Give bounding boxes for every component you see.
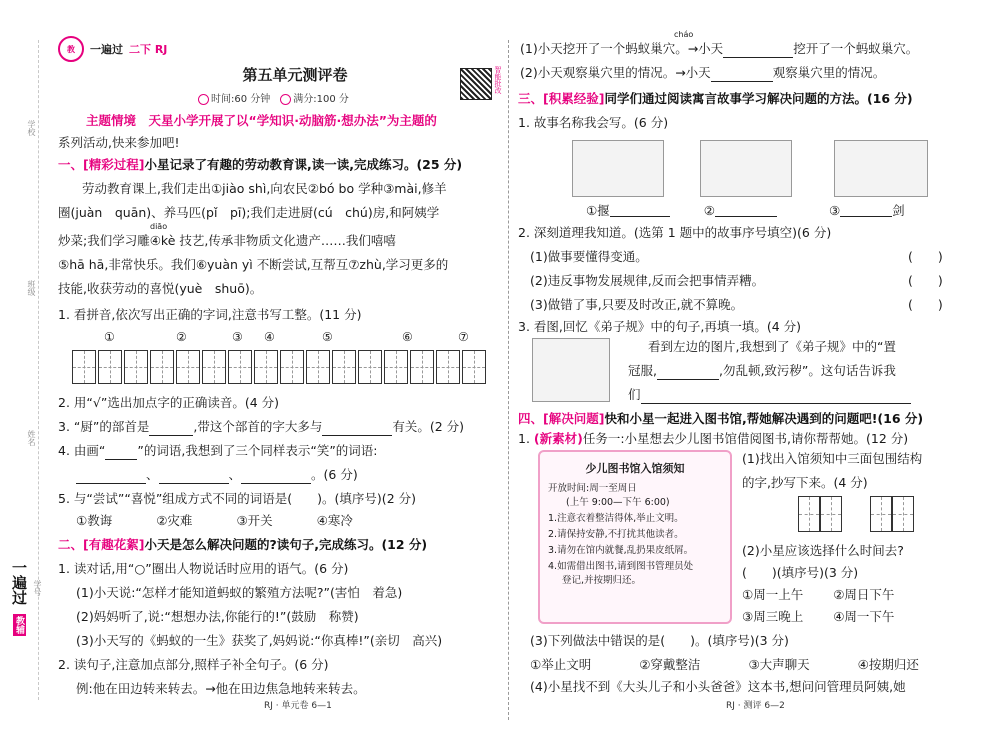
answer-blank[interactable] [657, 365, 719, 380]
option[interactable]: ④寒冷 [316, 513, 353, 528]
left-footer: RJ · 单元卷 6—1 [264, 701, 332, 711]
full-score: 满分:100 分 [280, 90, 349, 105]
logo-badge-icon: 教 [58, 36, 84, 62]
vertical-brand-badge: 教辅 [14, 616, 24, 635]
answer-blank[interactable] [641, 389, 911, 404]
clock-icon [198, 94, 209, 105]
question-3-2-a: (1)做事要懂得变通。 [530, 249, 648, 264]
passage-line-1: 劳动教育课上,我们走出①jiào shì,向农民②bó bo 学种③mài,修羊 [82, 181, 447, 196]
passage-line-4: ⑤hā hā,非常快乐。我们⑥yuàn yì 不断尝试,互帮互⑦zhù,学习更多的 [58, 257, 449, 272]
question-4-1: 1. (新素材)任务一:小星想去少儿图书馆借阅图书,请你帮帮她。(12 分) [518, 431, 909, 446]
story-picture-3 [834, 140, 928, 197]
section-1-heading: 一、[精彩过程]小星记录了有趣的劳动教育课,读一读,完成练习。(25 分) [58, 157, 463, 172]
notice-q4: (4)小星找不到《大头儿子和小头爸爸》这本书,想问问管理员阿姨,她 [530, 679, 906, 694]
question-2-1: 1. 读对话,用“○”圈出人物说话时应用的语气。(6 分) [58, 561, 349, 576]
right-q-1: (1)小天挖开了一个蚂蚁巢穴。→小天 挖开了一个蚂蚁巢穴。 [520, 41, 919, 56]
option[interactable]: ③大声聊天 [748, 657, 810, 672]
question-1-3: 3. “厨”的部首是 ,带这个部首的字大多与 有关。(2 分) [58, 419, 465, 434]
question-1-4: 4. 由画“ ”的词语,我想到了三个同样表示“笑”的词语: [58, 443, 378, 458]
option[interactable]: ①周一上午 [742, 587, 804, 602]
grid-number: ① [104, 330, 115, 344]
story-names: ①揠 ② ③ 剑 [586, 203, 905, 218]
notice-q3: (3)下列做法中错误的是( )。(填序号)(3 分) [530, 633, 789, 648]
writing-grid [72, 330, 490, 388]
writing-cell[interactable] [150, 350, 174, 384]
question-3-3: 3. 看图,回忆《弟子规》中的句子,再填一填。(4 分) [518, 319, 802, 334]
grid-number: ⑤ [322, 330, 333, 344]
notice-q2-options-2 [742, 608, 894, 626]
question-3-3-text-3: 们 [628, 386, 911, 404]
section-3-heading: 三、[积累经验]同学们通过阅读寓言故事学习解决问题的方法。(16 分) [518, 91, 913, 106]
writing-cell[interactable] [436, 350, 460, 384]
writing-cell[interactable] [820, 496, 842, 532]
question-3-1: 1. 故事名称我会写。(6 分) [518, 115, 669, 130]
wardrobe-picture [532, 338, 610, 402]
writing-cell[interactable] [72, 350, 96, 384]
writing-cell[interactable] [332, 350, 356, 384]
question-2-1-a: (1)小天说:“怎样才能知道蚂蚁的繁殖方法呢?”(害怕 着急) [76, 585, 403, 600]
option[interactable]: ①举止文明 [530, 657, 592, 672]
question-1-4-blanks: 、 、 。(6 分) [76, 466, 358, 484]
question-1-1: 1. 看拼音,依次写出正确的字词,注意书写工整。(11 分) [58, 307, 362, 322]
notice-title: 少儿图书馆入馆须知 [585, 462, 685, 475]
answer-blank[interactable] [76, 469, 146, 484]
question-2-2: 2. 读句子,注意加点部分,照样子补全句子。(6 分) [58, 657, 329, 672]
answer-blank[interactable] [149, 421, 193, 436]
option[interactable]: ②灾难 [156, 513, 193, 528]
right-footer: RJ · 测评 6—2 [726, 701, 785, 711]
option[interactable]: ③周三晚上 [742, 609, 804, 624]
grid-number: ③ [232, 330, 243, 344]
answer-blank[interactable] [241, 469, 311, 484]
notice-line: 1.注意衣着整洁得体,举止文明。 [548, 513, 684, 524]
writing-cell[interactable] [176, 350, 200, 384]
section-4-heading: 四、[解决问题]快和小星一起进入图书馆,帮她解决遇到的问题吧!(16 分) [518, 411, 924, 426]
question-1-2: 2. 用“√”选出加点字的正确读音。(4 分) [58, 395, 279, 410]
writing-cell[interactable] [892, 496, 914, 532]
exam-title: 第五单元测评卷 [242, 66, 348, 84]
writing-cell[interactable] [280, 350, 304, 384]
grid-number: ② [176, 330, 187, 344]
story-picture-1 [572, 140, 664, 197]
notice-line: 2.请保持安静,不打扰其他读者。 [548, 529, 684, 540]
passage-line-5: 技能,收获劳动的喜悦(yuè shuō)。 [58, 281, 263, 296]
exam-meta [198, 90, 349, 105]
writing-cell[interactable] [98, 350, 122, 384]
question-1-5-options [76, 512, 353, 530]
writing-cell[interactable] [306, 350, 330, 384]
column-divider [508, 40, 509, 720]
question-3-2: 2. 深刻道理我知道。(选第 1 题中的故事序号填空)(6 分) [518, 225, 832, 240]
answer-paren[interactable]: ( ) [908, 297, 943, 312]
page-header [58, 36, 167, 62]
binding-cut-line [38, 40, 39, 700]
grade-label: 二下 RJ [129, 43, 168, 56]
qr-code [460, 68, 492, 100]
qr-label: 智能批改 [494, 66, 502, 94]
answer-blank[interactable] [711, 67, 773, 82]
notice-q2-b: ( )(填序号)(3 分) [742, 565, 859, 580]
option[interactable]: ③开关 [236, 513, 273, 528]
school-label: 学校 [27, 120, 36, 136]
notice-line: 开放时间:周一至周日 [548, 483, 637, 494]
writing-cell[interactable] [254, 350, 278, 384]
pinyin-chao: cháo [674, 30, 694, 39]
brand-name: 一遍过 [90, 43, 123, 56]
option[interactable]: ②穿戴整洁 [639, 657, 701, 672]
class-label: 班级 [27, 280, 36, 296]
writing-cell[interactable] [462, 350, 486, 384]
right-q-2: (2)小天观察巢穴里的情况。→小天 观察巢穴里的情况。 [520, 65, 886, 80]
library-notice [538, 450, 732, 624]
section-2-heading: 二、[有趣花絮]小天是怎么解决问题的?读句子,完成练习。(12 分) [58, 537, 428, 552]
passage-line-2: 圈(juàn quān)、养马匹(pǐ pī);我们走进厨(cú chú)房,和阿姨学 [58, 205, 440, 220]
answer-paren[interactable]: ( ) [908, 273, 943, 288]
writing-cell[interactable] [870, 496, 892, 532]
writing-cell[interactable] [228, 350, 252, 384]
answer-blank[interactable] [159, 469, 229, 484]
notice-q3-options [530, 656, 919, 674]
answer-blank[interactable] [610, 202, 670, 217]
question-3-3-text-1: 看到左边的图片,我想到了《弟子规》中的“置 [648, 339, 896, 354]
question-3-2-c: (3)做错了事,只要及时改正,就不算晚。 [530, 297, 744, 312]
question-2-1-c: (3)小天写的《蚂蚁的一生》获奖了,妈妈说:“你真棒!”(亲切 高兴) [76, 633, 443, 648]
passage-line-3: 炒菜;我们学习雕④kè 技艺,传承非物质文化遗产……我们嘻嘻 [58, 233, 396, 248]
intro-line-1: 主题情境 天星小学开展了以“学知识·动脑筋·想办法”为主题的 [86, 113, 437, 128]
story-picture-2 [700, 140, 792, 197]
writing-cell[interactable] [358, 350, 382, 384]
binding-strip [0, 0, 40, 735]
name-label: 姓名 [27, 430, 36, 446]
question-2-2-example: 例:他在田边转来转去。→他在田边焦急地转来转去。 [76, 681, 366, 696]
pinyin-diao: diāo [150, 222, 168, 231]
notice-line: 4.如需借出图书,请到图书管理员处 [548, 561, 694, 572]
answer-blank[interactable] [105, 445, 137, 460]
writing-cell[interactable] [202, 350, 226, 384]
option[interactable]: ②周日下午 [833, 587, 895, 602]
question-3-2-b: (2)违反事物发展规律,反而会把事情弄糟。 [530, 273, 765, 288]
answer-blank[interactable] [715, 202, 777, 217]
time-limit: 时间:60 分钟 [198, 90, 270, 105]
number-label: 学号 [33, 580, 42, 596]
writing-cell[interactable] [384, 350, 408, 384]
option[interactable]: ①教诲 [76, 513, 113, 528]
answer-blank[interactable] [322, 421, 392, 436]
intro-line-2: 系列活动,快来参加吧! [58, 135, 180, 150]
vertical-brand: 一遍过 教辅 [10, 560, 28, 635]
notice-line: 3.请勿在馆内就餐,乱扔果皮纸屑。 [548, 545, 694, 556]
notice-q1-a: (1)找出入馆须知中三面包围结构 [742, 451, 923, 466]
writing-cell[interactable] [798, 496, 820, 532]
answer-blank[interactable] [840, 202, 892, 217]
grid-number: ⑥ [402, 330, 413, 344]
answer-blank[interactable] [723, 43, 793, 58]
question-3-3-text-2: 冠服, ,勿乱顿,致污秽”。这句话告诉我 [628, 363, 896, 378]
check-icon [280, 94, 291, 105]
question-2-1-b: (2)妈妈听了,说:“想想办法,你能行的!”(鼓励 称赞) [76, 609, 359, 624]
option[interactable]: ④周一下午 [833, 609, 895, 624]
notice-q2: (2)小星应该选择什么时间去? [742, 543, 904, 558]
notice-q2-options-1 [742, 586, 894, 604]
question-1-5: 5. 与“尝试”“喜悦”组成方式不同的词语是( )。(填序号)(2 分) [58, 491, 416, 506]
notice-line: 登记,并按期归还。 [562, 575, 642, 586]
option[interactable]: ④按期归还 [857, 657, 919, 672]
grid-number: ⑦ [458, 330, 469, 344]
notice-q1-b: 的字,抄写下来。(4 分) [742, 475, 868, 490]
writing-cell[interactable] [410, 350, 434, 384]
answer-paren[interactable]: ( ) [908, 249, 943, 264]
notice-line: (上午 9:00—下午 6:00) [566, 497, 670, 508]
grid-number: ④ [264, 330, 275, 344]
writing-cell[interactable] [124, 350, 148, 384]
